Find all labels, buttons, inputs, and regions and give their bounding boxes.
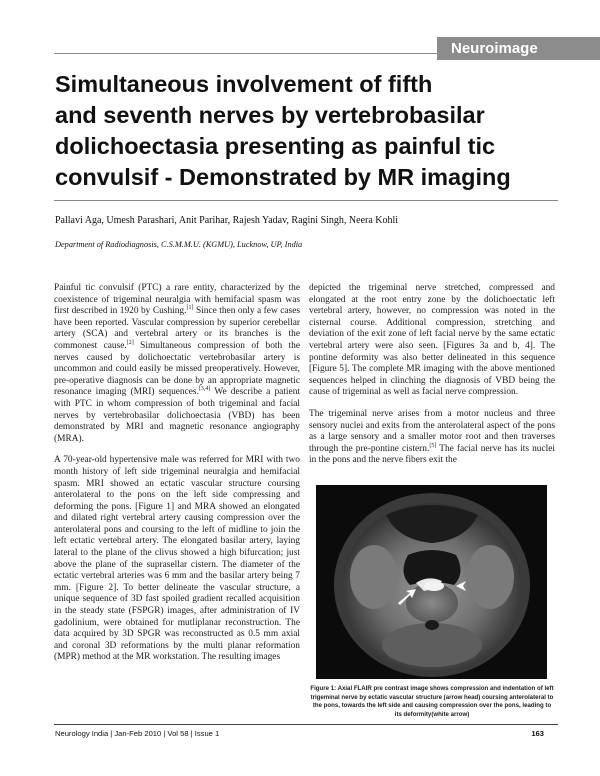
citation[interactable]: [5] (429, 442, 437, 449)
vessel-flow-void (424, 581, 444, 591)
anatomy-paragraph: The trigeminal nerve arises from a motor nucleus and three sensory nuclei and exits from the anterolateral aspect of the pons as a large sensory and a smaller motor root and then traverses through the pre-pontine cistern.[5] The facial nerve has its nuclei in the pons and the nerve fibers exit the (309, 408, 555, 466)
case-paragraph: A 70-year-old hypertensive male was referred for MRI with two month history of left side trigeminal neuralgia and hemifacial spasm. MRI showed an ectatic vascular structure coursing anterolateral to the pons on the left side compressing and deforming the pons. [Figure 1] and MRA showed an elongated and dilated right vertebral artery causing compression over the anterolateral pons and coursing to the left of midline to join the left ectatic vertebral artery. The elongated basilar artery, laying lateral to the plane of the clivus showed a high bifurcation; just above the plane of the suprasellar cistern. The diameter of the ectatic vertebral arteries was 6 mm and the basilar artery being 7 mm. [Figure 2]. To better delineate the vascular structure, a unique sequence of 3D fast spoiled gradient recalled acquisition in the steady state (FSPGR) images, after administration of IV gadolinium, were obtained for mutliplanar reconstruction. The data acquired by 3D SPGR was reconstructed as 0.5 mm axial and coronal 3D reformations by the multi planar reformation (MPR) method at the MR workstation. The resulting images (54, 455, 300, 663)
fourth-ventricle (425, 620, 439, 630)
citation[interactable]: [3,4] (198, 386, 211, 393)
article-title (55, 69, 555, 193)
affiliation: Department of Radiodiagnosis, C.S.M.M.U. (KGMU), Lucknow, UP, India (55, 240, 303, 249)
findings-paragraph: depicted the trigeminal nerve stretched, compressed and elongated at the root entry zone by the dolichoectatic left vertebral artery, however, no compression was noted in the cisternal course. Additional compression, stretching and deviation of the exit zone of left facial nerve by the same ectatic vertebral artery were also seen. [Figures 3a and b, 4]. The pontine deformity was also better delineated in this sequence [Figure 5]. The complete MR imaging with the above mentioned sequences helped in clinching the diagnosis of VBD being the cause of trigeminal as well as facial nerve compression. (309, 283, 555, 398)
title-line: dolichoectasia presenting as painful tic (55, 133, 496, 159)
section-label: Neuroimage (437, 37, 600, 60)
title-line: and seventh nerves by vertebrobasilar (55, 102, 485, 128)
section-rule (54, 53, 437, 54)
intro-paragraph: Painful tic convulsif (PTC) a rare entity, characterized by the coexistence of trigeminal neuralgia with hemifacial spasm was first described in 1920 by Cushing.[1] Since then only a few cases have been reported. Vascular compression by superior cerebellar artery (SCA) and vertebral artery or its branches is the commonest cause.[2] Simultaneous compression of both the nerves caused by dolichoectatic vertebrobasilar artery is uncommon and could easily be missed preoperatively. However, pre-operative diagnosis can be done by an appropriate magnetic resonance imaging (MRI) sequences.[3,4] We describe a patient with PTC in whom compression of both trigeminal and facial nerves by vertebrobasilar dolichoectasia (VBD) has been demonstrated by MRI and magnetic resonance angiography (MRA). (54, 283, 300, 444)
title-line: convulsif - Demonstrated by MR imaging (55, 164, 511, 190)
author-list: Pallavi Aga, Umesh Parashari, Anit Parihar, Rajesh Yadav, Ragini Singh, Neera Kohli (55, 215, 399, 226)
title-line: Simultaneous involvement of fifth (55, 71, 433, 97)
footer-rule (54, 724, 558, 725)
left-column (54, 283, 300, 674)
page-number: 163 (531, 729, 544, 738)
right-temporal-lobe (466, 545, 514, 609)
right-column (309, 283, 555, 477)
title-rule (54, 200, 558, 201)
journal-citation: Neurology India | Jan-Feb 2010 | Vol 58 | Issue 1 (55, 729, 220, 738)
figure-1-mri-image (316, 485, 547, 679)
figure-caption: Figure 1: Axial FLAIR pre contrast image shows compression and indentation of left trigeminal nerve by ectatic vascular structure (arrow head) coursing anterolateral to the pons, towards the left side and causing compression over the pons, leading to its deformity(white arrow) (310, 685, 554, 718)
citation[interactable]: [2] (126, 339, 134, 346)
left-temporal-lobe (350, 545, 398, 609)
axial-flair-mri (316, 485, 547, 679)
citation[interactable]: [1] (186, 305, 194, 312)
